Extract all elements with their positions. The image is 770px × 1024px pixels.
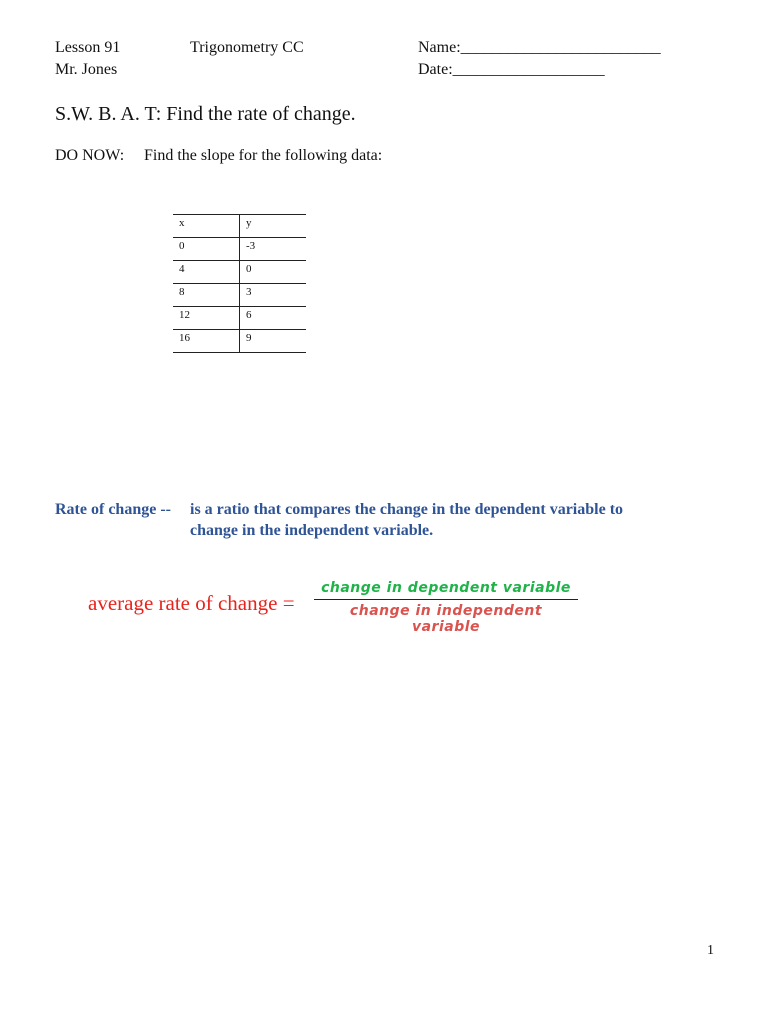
cell-x: 16: [173, 330, 240, 353]
do-now-text: Find the slope for the following data:: [144, 147, 383, 164]
cell-y: -3: [240, 238, 307, 261]
cell-x: 0: [173, 238, 240, 261]
definition-term: Rate of change --: [55, 501, 171, 518]
cell-x: 4: [173, 261, 240, 284]
table-row: [173, 261, 306, 284]
page-number: 1: [707, 943, 714, 958]
lesson-number: Lesson 91: [55, 39, 121, 56]
cell-y: 6: [240, 307, 307, 330]
teacher-name: Mr. Jones: [55, 61, 118, 78]
definition-line-1: is a ratio that compares the change in the dependent variable to: [190, 501, 624, 518]
header-y: y: [240, 215, 307, 238]
objective-heading: S.W. B. A. T: Find the rate of change.: [55, 103, 356, 125]
formula-numerator: change in dependent variable: [321, 580, 571, 596]
table-row: [173, 307, 306, 330]
cell-y: 0: [240, 261, 307, 284]
table-row: [173, 330, 306, 353]
cell-x: 8: [173, 284, 240, 307]
course-title: Trigonometry CC: [190, 39, 304, 56]
table-row: [173, 284, 306, 307]
xy-data-table: [173, 214, 306, 353]
cell-y: 3: [240, 284, 307, 307]
formula-fraction: [314, 580, 578, 635]
cell-x: 12: [173, 307, 240, 330]
do-now-label: DO NOW:: [55, 147, 125, 164]
date-field: Date:___________________: [418, 61, 605, 78]
name-field: Name:_________________________: [418, 39, 661, 56]
table-row: [173, 238, 306, 261]
cell-y: 9: [240, 330, 307, 353]
table-header-row: [173, 215, 306, 238]
definition-line-2: change in the independent variable.: [190, 522, 434, 539]
formula-lhs: average rate of change =: [88, 591, 295, 615]
header-x: x: [173, 215, 240, 238]
formula-denominator: change in independent variable: [349, 603, 543, 635]
